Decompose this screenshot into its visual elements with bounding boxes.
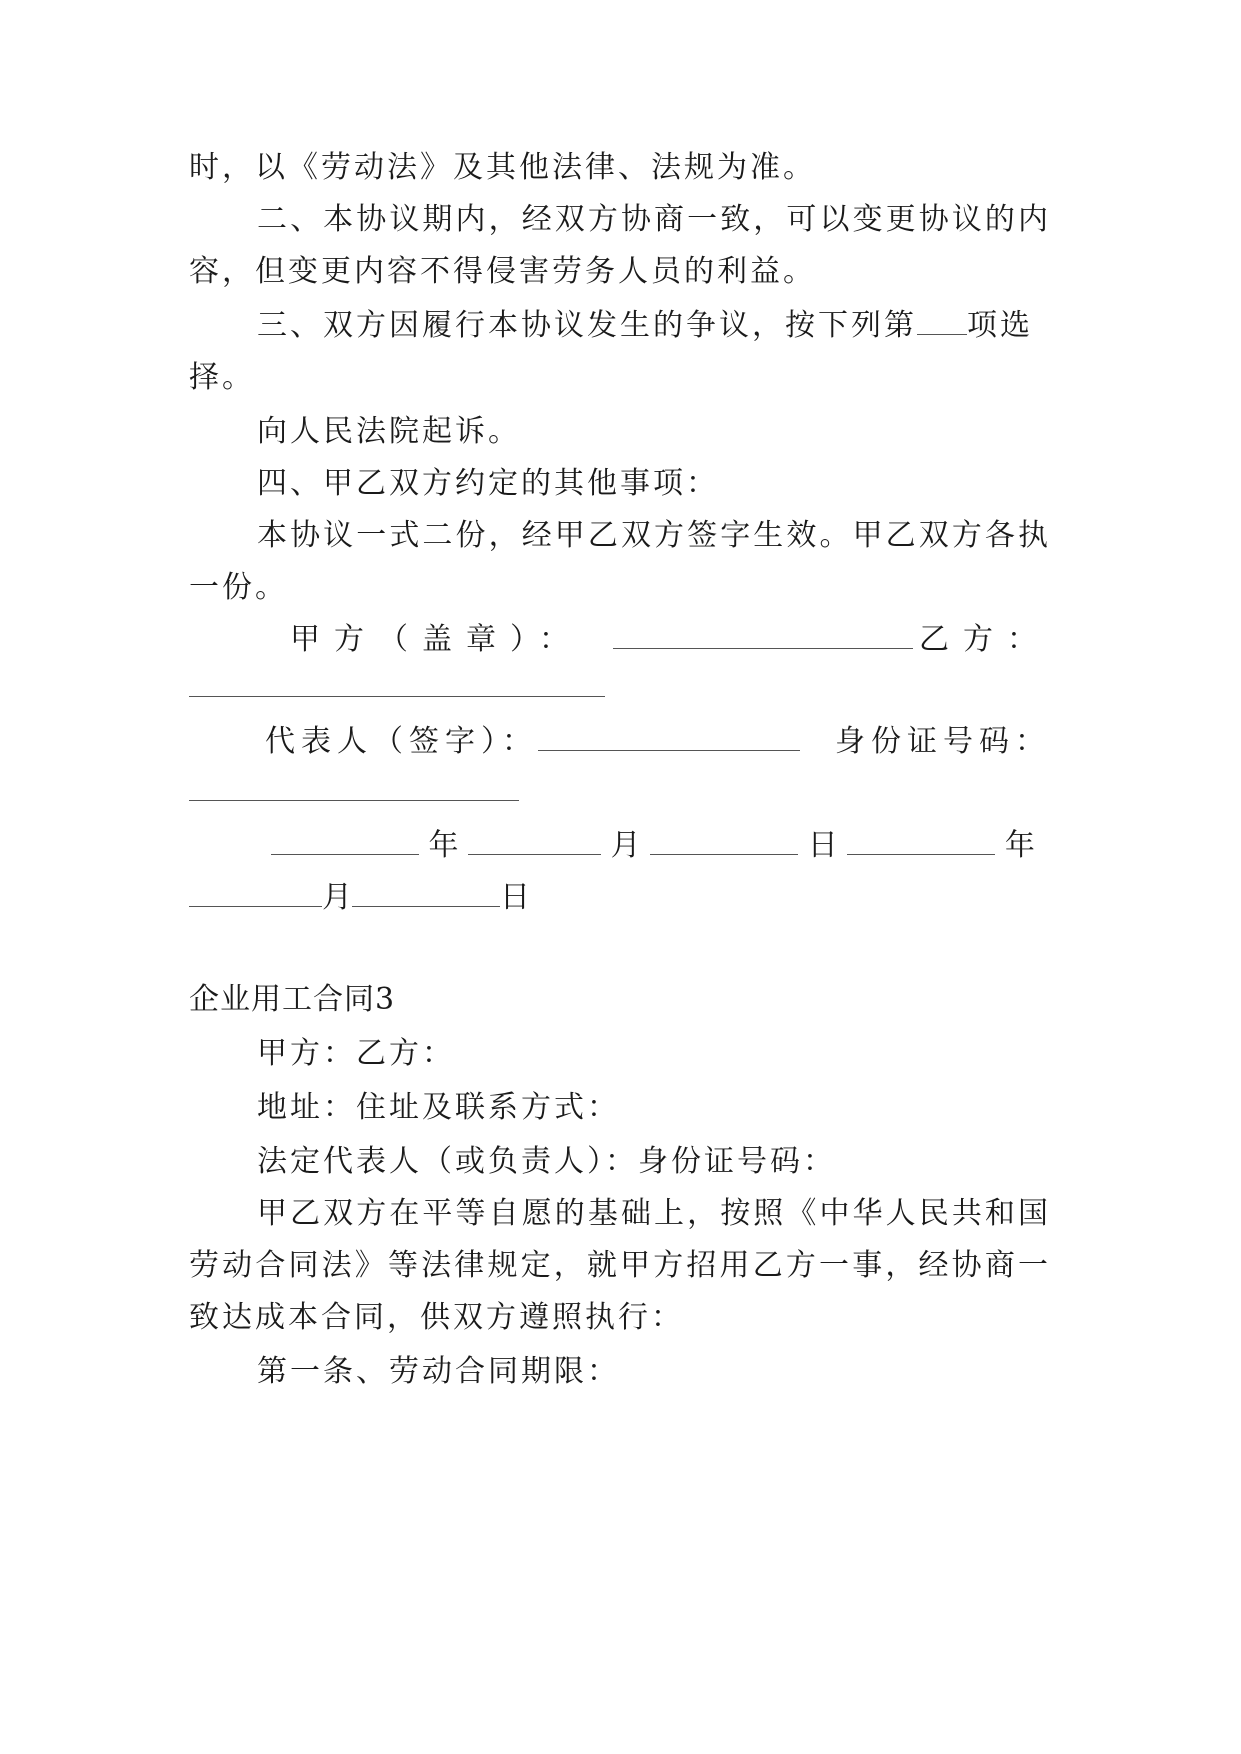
text-line: 地址：住址及联系方式：	[257, 1090, 620, 1125]
dispute-clause-line	[257, 306, 1051, 346]
text-line: 本协议一式二份，经甲乙双方签字生效。甲乙双方各执	[257, 518, 1051, 553]
dispute-clause-suffix: 项选	[967, 308, 1033, 343]
id-number-label: 身份证号码：	[835, 724, 1051, 759]
day-label: 日	[807, 828, 838, 863]
day-label: 日	[500, 880, 530, 915]
month-blank[interactable]	[189, 880, 322, 907]
year-blank[interactable]	[271, 828, 419, 855]
id-number-blank[interactable]	[189, 800, 519, 801]
date-line-2	[189, 878, 1051, 918]
section-title: 企业用工合同3	[189, 982, 396, 1017]
dispute-clause-text: 三、双方因履行本协议发生的争议，按下列第	[257, 308, 917, 343]
year-label: 年	[1004, 828, 1035, 863]
text-line: 甲乙双方在平等自愿的基础上，按照《中华人民共和国	[257, 1196, 1051, 1231]
party-a-line	[290, 620, 1051, 660]
year-blank[interactable]	[847, 828, 995, 855]
day-blank[interactable]	[352, 880, 500, 907]
text-line: 第一条、劳动合同期限：	[257, 1354, 620, 1389]
text-line: 择。	[189, 360, 255, 395]
text-line: 二、本协议期内，经双方协商一致，可以变更协议的内	[257, 202, 1051, 237]
text-line: 容，但变更内容不得侵害劳务人员的利益。	[189, 254, 816, 289]
text-line: 向人民法院起诉。	[257, 414, 521, 449]
text-line: 甲方：乙方：	[257, 1036, 455, 1071]
party-b-blank[interactable]	[189, 696, 605, 697]
month-label: 月	[322, 880, 352, 915]
year-label: 年	[428, 828, 459, 863]
party-b-label: 乙方：	[919, 622, 1051, 657]
month-blank[interactable]	[468, 828, 601, 855]
text-line: 法定代表人（或负责人）：身份证号码：	[257, 1144, 836, 1179]
party-a-label: 甲方（盖章）：	[290, 622, 583, 657]
representative-blank[interactable]	[538, 724, 800, 751]
text-line: 一份。	[189, 570, 288, 605]
text-line: 四、甲乙双方约定的其他事项：	[257, 466, 719, 501]
text-line: 时，以《劳动法》及其他法律、法规为准。	[189, 150, 816, 185]
choice-blank[interactable]	[917, 308, 967, 335]
representative-label: 代表人（签字）：	[265, 724, 538, 759]
representative-line	[265, 722, 1051, 762]
date-line-1	[271, 826, 1051, 866]
text-line: 致达成本合同，供双方遵照执行：	[189, 1300, 684, 1335]
party-a-blank[interactable]	[613, 622, 913, 649]
day-blank[interactable]	[650, 828, 798, 855]
text-line: 劳动合同法》等法律规定，就甲方招用乙方一事，经协商一	[189, 1248, 1051, 1283]
month-label: 月	[610, 828, 641, 863]
